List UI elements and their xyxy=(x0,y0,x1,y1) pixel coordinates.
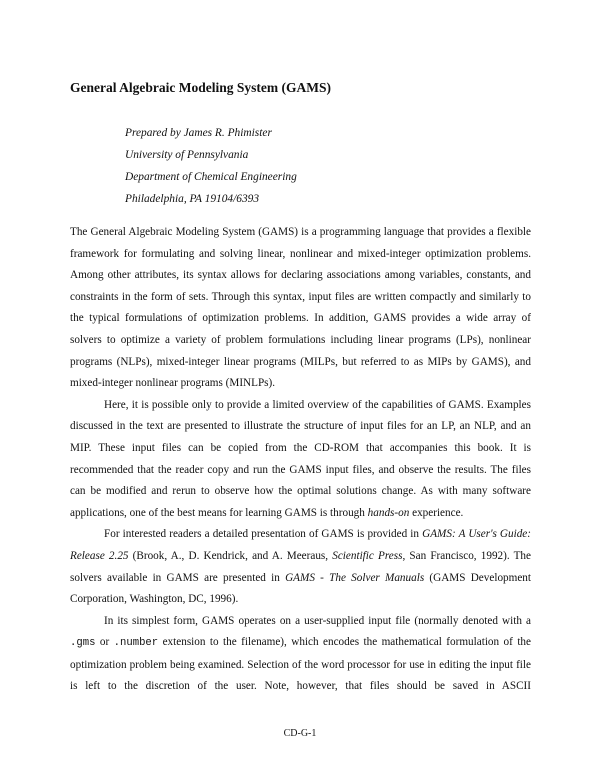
reference-users-guide: GAMS: A User's Guide: Release 2.25 xyxy=(70,528,531,562)
input-file-text-c: extension to the filename), which encodes the mathematical formulation of the optimization problem being examined. Selection of the word processor for use in editing the input file is left to the discretion of the user. Note, however, that files should be saved in ASCII xyxy=(70,636,531,693)
input-file-text-b: or xyxy=(95,636,114,649)
paragraph-intro: The General Algebraic Modeling System (GAMS) is a programming language that provides a flexible framework for formulating and solving linear, nonlinear and mixed-integer optimization problems. Among other attributes, its syntax allows for declaring associations among variables, constants, and constraints in the form of sets. Through this syntax, input files are written compactly and similarly to the typical formulations of optimization problems. In addition, GAMS provides a wide array of solvers to optimize a variety of problem formulations including linear programs (LPs), nonlinear programs (NLPs), mixed-integer linear programs (MILPs, but referred to as MIPs by GAMS), and mixed-integer nonlinear programs (MINLPs). xyxy=(70,226,531,390)
references-text-a: For interested readers a detailed presentation of GAMS is provided in xyxy=(104,528,423,541)
code-gms-extension: .gms xyxy=(70,637,96,650)
references-text-c: , San Francisco, 1992). The solvers available in GAMS are presented in xyxy=(70,549,531,584)
paragraph-input-file xyxy=(70,611,531,698)
emphasis-hands-on: hands-on xyxy=(367,506,410,519)
input-file-text-a: In its simplest form, GAMS operates on a user-supplied input file (normally denoted with a xyxy=(104,614,531,627)
document-body xyxy=(70,222,531,698)
paragraph-overview-end: experience. xyxy=(409,506,464,519)
page-number: CD-G-1 xyxy=(283,728,317,739)
code-number-extension: .number xyxy=(113,637,159,650)
paragraph-overview xyxy=(70,395,531,525)
byline-department: Department of Chemical Engineering xyxy=(125,171,297,183)
byline-university: University of Pennsylvania xyxy=(125,149,249,161)
paragraph-overview-text: Here, it is possible only to provide a limited overview of the capabilities of GAMS. Examples discussed in the text are presented to illustrate the structure of input files for an LP, an NLP, and an MIP. These input files can be copied from the CD-ROM that accompanies this book. It is recommended that the reader copy and run the GAMS input files, and observe the results. The files can be modified and rerun to observe how the optimal solutions change. As with many software applications, one of the best means for learning GAMS is through xyxy=(70,398,531,519)
reference-solver-manuals: GAMS - The Solver Manuals xyxy=(285,571,425,584)
byline-author: Prepared by James R. Phimister xyxy=(125,127,272,139)
paragraph-references xyxy=(70,524,531,610)
reference-scientific-press: Scientific Press xyxy=(332,549,403,562)
author-byline xyxy=(125,122,297,210)
byline-address: Philadelphia, PA 19104/6393 xyxy=(125,193,260,205)
references-text-d: (GAMS Development Corporation, Washington, DC, 1996). xyxy=(70,571,531,606)
document-title: General Algebraic Modeling System (GAMS) xyxy=(70,80,331,95)
references-text-b: (Brook, A., D. Kendrick, and A. Meeraus, xyxy=(128,549,333,562)
